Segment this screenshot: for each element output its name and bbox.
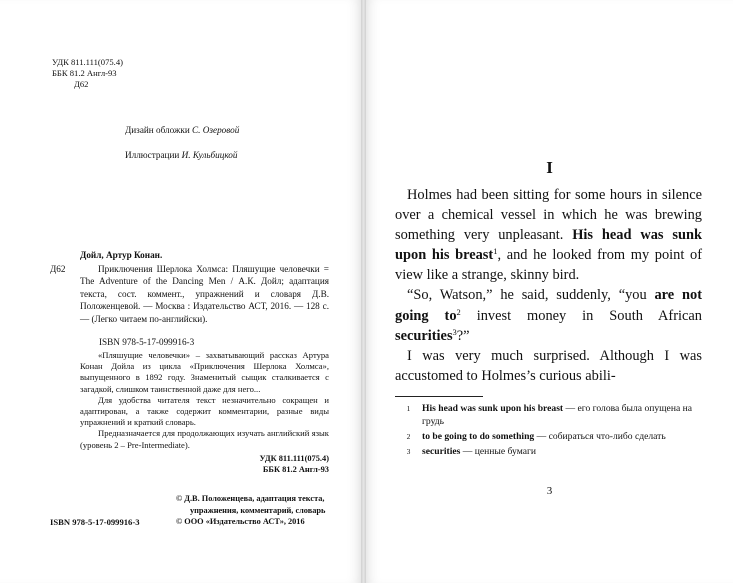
bbk-code: ББК 81.2 Англ-93 [52, 68, 117, 79]
classification-codes-bottom [260, 453, 329, 476]
footnote-definition: — ценные бумаги [460, 446, 537, 457]
right-page [366, 0, 733, 583]
glossed-phrase: are not going to [395, 287, 702, 324]
copyright-author-line1: © Д.В. Положенцева, адаптация текста, [176, 494, 325, 503]
footnote-divider [395, 396, 483, 397]
story-text [395, 185, 702, 386]
isbn-bottom: ISBN 978-5-17-099916-3 [50, 517, 140, 527]
footnote [395, 430, 702, 443]
illus-name: И. Кульбицкой [181, 150, 238, 160]
footnote-ref: 3 [452, 326, 457, 337]
footnote-definition: — его голова была опущена на грудь [422, 403, 693, 427]
story-paragraph [395, 285, 702, 345]
isbn-catalog: ISBN 978-5-17-099916-3 [99, 337, 195, 347]
chapter-heading: I [546, 158, 553, 177]
design-label: Дизайн обложки [125, 125, 190, 135]
illus-label: Иллюстрации [125, 150, 180, 160]
cutter-code: Д62 [74, 79, 89, 90]
annotation-paragraph: Для удобства читателя текст незначительно сокращен и адаптирован, а также содержит комментарии, разные виды упражнений и краткий словарь. [80, 394, 329, 428]
copyright-author-line2: упражнения, комментарий, словарь [190, 505, 326, 515]
bbk-code-bottom: ББК 81.2 Англ-93 [262, 465, 329, 475]
cover-design-credit [125, 125, 239, 135]
udk-code: УДК 811.111(075.4) [52, 57, 123, 67]
footnote-text [422, 430, 702, 443]
catalog-text: Приключения Шерлока Холмса: Пляшущие человечки = The Adventure of the Dancing Men / А.К. Дойл; адаптация текста, сост. коммент., упражнений и словаря Д.В. Положенцевой. — Москва : Издательство АСТ, 2016. — 128 с. — (Легко читаем по-английски). [80, 264, 329, 324]
glossed-phrase: securities [395, 327, 453, 344]
catalog-author: Дойл, Артур Конан. [80, 250, 163, 260]
left-page [0, 0, 361, 583]
text-run: , and he looked from my point of view like a strange, skinny bird. [395, 247, 702, 284]
illustrations-credit [125, 150, 238, 160]
footnote-text [422, 445, 702, 458]
catalog-description [80, 263, 329, 325]
udk-code-bottom: УДК 811.111(075.4) [259, 454, 329, 463]
page-number: 3 [546, 485, 553, 497]
footnote-ref: 2 [456, 306, 461, 317]
text-run: Holmes had been sitting for some hours in silence over a chemical vessel in which he was brewing something very unpleasant. [395, 187, 702, 244]
text-run: invest money in South African [460, 307, 702, 324]
classification-codes [52, 57, 123, 91]
footnote [395, 402, 702, 428]
catalog-cutter: Д62 [50, 264, 66, 274]
annotation [80, 350, 329, 451]
design-name: С. Озеровой [192, 125, 240, 135]
text-run: ?” [456, 327, 470, 344]
annotation-paragraph: «Пляшущие человечки» – захватывающий рассказ Артура Конан Дойла из цикла «Приключения Шерлока Холмса», выпущенного в 1892 году. Знаменитый сыщик сталкивается с загадкой, слишком таинственной даже для него... [80, 350, 329, 394]
footnote-term: His head was sunk upon his breast [422, 403, 564, 414]
copyright-publisher: © ООО «Издательство АСТ», 2016 [176, 517, 305, 527]
story-paragraph [395, 185, 702, 285]
footnote-number: 2 [406, 432, 411, 441]
footnote-term: to be going to do something [422, 431, 535, 442]
footnote-text [422, 402, 702, 428]
glossed-phrase: His head was sunk upon his breast [395, 227, 702, 264]
copyright-block [176, 493, 336, 528]
footnote-term: securities [422, 446, 461, 457]
story-paragraph: I was very much surprised. Although I was accustomed to Holmes’s curious abili- [395, 347, 702, 384]
footnotes [395, 402, 702, 460]
text-run: “So, Watson,” he said, suddenly, “you [407, 287, 655, 304]
footnote-number: 1 [406, 404, 411, 413]
footnote-number: 3 [406, 447, 411, 456]
footnote-ref: 1 [493, 246, 498, 257]
annotation-paragraph: Предназначается для продолжающих изучать английский язык (уровень 2 – Pre-Intermediate). [80, 428, 329, 450]
footnote-definition: — собираться что-либо сделать [534, 431, 666, 442]
footnote [395, 445, 702, 458]
